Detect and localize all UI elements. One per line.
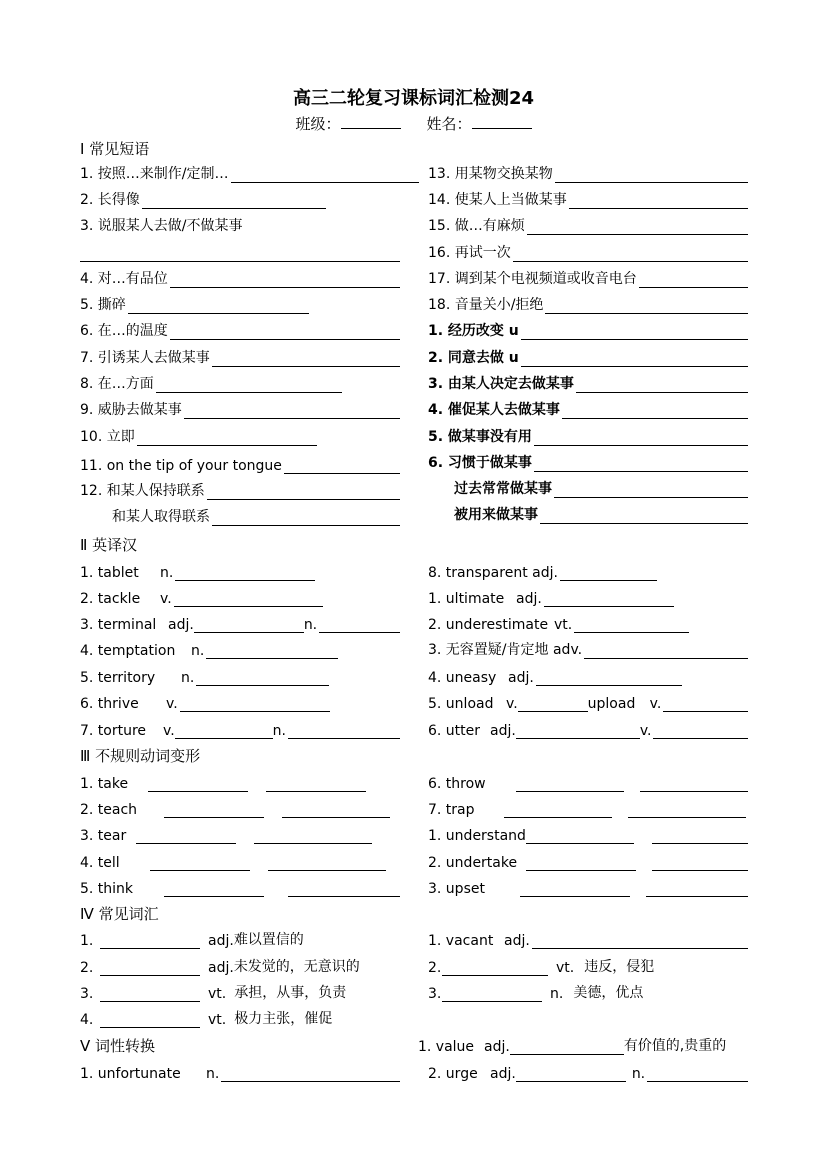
- vocab-item: 3. terminal adj. n.: [80, 613, 400, 633]
- answer-blank[interactable]: [170, 271, 400, 288]
- answer-blank[interactable]: [516, 775, 624, 792]
- answer-blank[interactable]: [268, 854, 386, 871]
- answer-blank[interactable]: [164, 801, 264, 818]
- word-item: 3. vt. 承担，从事，负责: [80, 985, 347, 1002]
- phrase-item: 1. 经历改变 u: [428, 320, 748, 340]
- answer-blank[interactable]: [221, 1065, 400, 1082]
- answer-blank[interactable]: [100, 932, 200, 949]
- answer-blank[interactable]: [206, 642, 338, 659]
- answer-blank[interactable]: [164, 880, 264, 897]
- section-title: Ⅳ 常见词汇: [80, 905, 159, 923]
- phrase-item: 12. 和某人保持联系: [80, 480, 400, 500]
- answer-blank[interactable]: [170, 323, 400, 340]
- phrase-item: 15. 做…有麻烦: [428, 215, 748, 235]
- phrase-item: 17. 调到某个电视频道或收音电台: [428, 268, 748, 288]
- word-item: 4. vt. 极力主张，催促: [80, 1011, 333, 1028]
- phrase-item: 18. 音量关小/拒绝: [428, 294, 748, 314]
- answer-blank[interactable]: [288, 722, 400, 739]
- vocab-item: 8. transparent adj.: [428, 561, 657, 581]
- section-title: Ⅱ 英译汉: [80, 536, 138, 554]
- vocab-item: 5. territory n.: [80, 666, 329, 686]
- name-field[interactable]: [472, 114, 532, 129]
- answer-blank[interactable]: [128, 297, 309, 314]
- answer-blank[interactable]: [639, 271, 748, 288]
- phrase-item: 6. 习惯于做某事: [428, 452, 748, 472]
- phrase-item: 13. 用某物交换某物: [428, 163, 748, 183]
- phrase-item: 16. 再试一次: [428, 242, 748, 262]
- answer-blank[interactable]: [574, 616, 689, 633]
- answer-blank[interactable]: [526, 827, 634, 844]
- phrase-item: 被用来做某事: [454, 504, 748, 524]
- answer-blank[interactable]: [137, 429, 317, 446]
- answer-blank[interactable]: [516, 1065, 626, 1082]
- verb-item: 2. undertake: [428, 851, 748, 871]
- class-field[interactable]: [341, 114, 401, 129]
- answer-blank[interactable]: [212, 509, 400, 526]
- word-item: 3. n. 美德，优点: [428, 985, 644, 1002]
- answer-blank[interactable]: [254, 827, 372, 844]
- answer-blank[interactable]: [442, 959, 548, 976]
- phrase-item: 7. 引诱某人去做某事: [80, 347, 400, 367]
- answer-blank[interactable]: [562, 402, 748, 419]
- answer-blank[interactable]: [180, 695, 330, 712]
- word-item: 1. adj. 难以置信的: [80, 932, 304, 949]
- answer-blank[interactable]: [560, 564, 657, 581]
- phrase-item: 2. 同意去做 u: [428, 347, 748, 367]
- answer-blank[interactable]: [555, 166, 748, 183]
- verb-item: 4. tell: [80, 851, 386, 871]
- answer-blank[interactable]: [536, 669, 682, 686]
- answer-blank[interactable]: [520, 880, 630, 897]
- answer-blank[interactable]: [510, 1038, 624, 1055]
- answer-blank[interactable]: [136, 827, 236, 844]
- vocab-item: 5. unload v. upload v.: [428, 692, 748, 712]
- answer-blank[interactable]: [231, 166, 419, 183]
- phrase-item: 10. 立即: [80, 426, 317, 446]
- vocab-item: 2. underestimate vt.: [428, 613, 689, 633]
- answer-blank[interactable]: [526, 854, 636, 871]
- phrase-item: [80, 242, 400, 262]
- answer-blank[interactable]: [156, 376, 342, 393]
- answer-blank[interactable]: [521, 350, 748, 367]
- vocab-item: 7. torture v. n.: [80, 719, 400, 739]
- answer-blank[interactable]: [516, 722, 640, 739]
- answer-blank[interactable]: [212, 350, 400, 367]
- answer-blank[interactable]: [653, 722, 748, 739]
- answer-blank[interactable]: [646, 880, 748, 897]
- phrase-item: 1. 按照…来制作/定制…: [80, 163, 419, 183]
- answer-blank[interactable]: [628, 801, 746, 818]
- phrase-item: 6. 在…的温度: [80, 320, 400, 340]
- conversion-item: 1. value adj. 有价值的,贵重的: [418, 1038, 727, 1055]
- word-item: 1. vacant adj.: [428, 929, 748, 949]
- answer-blank[interactable]: [584, 642, 748, 659]
- answer-blank[interactable]: [175, 722, 273, 739]
- phrase-item: 9. 威胁去做某事: [80, 399, 400, 419]
- phrase-item: 2. 长得像: [80, 189, 326, 209]
- phrase-item: 4. 对…有品位: [80, 268, 400, 288]
- verb-item: 1. understand: [428, 824, 748, 844]
- answer-blank[interactable]: [545, 297, 748, 314]
- answer-blank[interactable]: [196, 669, 329, 686]
- answer-blank[interactable]: [100, 1011, 200, 1028]
- word-item: 2. adj. 未发觉的，无意识的: [80, 959, 360, 976]
- vocab-item: 2. tackle v.: [80, 587, 323, 607]
- word-item: 2. vt. 违反，侵犯: [428, 959, 655, 976]
- verb-item: 3. upset: [428, 877, 748, 897]
- answer-blank[interactable]: [513, 245, 748, 262]
- verb-item: 1. take: [80, 772, 366, 792]
- class-label: 班级：: [295, 115, 341, 133]
- answer-blank[interactable]: [100, 959, 200, 976]
- answer-blank[interactable]: [504, 801, 612, 818]
- phrase-item: 14. 使某人上当做某事: [428, 189, 748, 209]
- answer-blank[interactable]: [100, 985, 200, 1002]
- phrase-item: 3. 说服某人去做/不做某事: [80, 218, 243, 234]
- verb-item: 5. think: [80, 877, 400, 897]
- answer-blank[interactable]: [266, 775, 366, 792]
- vocab-item: 4. uneasy adj.: [428, 666, 682, 686]
- phrase-item: 5. 做某事没有用: [428, 426, 748, 446]
- answer-blank[interactable]: [534, 455, 748, 472]
- phrase-item: 4. 催促某人去做某事: [428, 399, 748, 419]
- answer-blank[interactable]: [652, 854, 748, 871]
- phrase-item: 3. 由某人决定去做某事: [428, 373, 748, 393]
- answer-blank[interactable]: [663, 695, 748, 712]
- answer-blank[interactable]: [518, 695, 588, 712]
- phrase-item: 8. 在…方面: [80, 373, 342, 393]
- answer-blank[interactable]: [148, 775, 248, 792]
- vocab-item: 6. thrive v.: [80, 692, 330, 712]
- answer-blank[interactable]: [150, 854, 250, 871]
- student-info: [0, 113, 827, 134]
- answer-blank[interactable]: [282, 801, 390, 818]
- answer-blank[interactable]: [544, 590, 674, 607]
- vocab-item: 3. 无容置疑/肯定地 adv.: [428, 639, 748, 659]
- answer-blank[interactable]: [80, 245, 400, 262]
- conversion-item: 1. unfortunate n.: [80, 1062, 400, 1082]
- answer-blank[interactable]: [207, 483, 400, 500]
- verb-item: 6. throw: [428, 772, 748, 792]
- page-title: 高三二轮复习课标词汇检测24: [292, 88, 535, 109]
- verb-item: 2. teach: [80, 798, 390, 818]
- answer-blank[interactable]: [442, 985, 542, 1002]
- answer-blank[interactable]: [284, 457, 400, 474]
- answer-blank[interactable]: [640, 775, 748, 792]
- answer-blank[interactable]: [142, 192, 326, 209]
- verb-item: 7. trap: [428, 798, 746, 818]
- answer-blank[interactable]: [647, 1065, 748, 1082]
- answer-blank[interactable]: [527, 218, 748, 235]
- verb-item: 3. tear: [80, 824, 372, 844]
- answer-blank[interactable]: [576, 376, 748, 393]
- phrase-item: 过去常常做某事: [454, 478, 748, 498]
- answer-blank[interactable]: [194, 616, 304, 633]
- vocab-item: 6. utter adj. v.: [428, 719, 748, 739]
- answer-blank[interactable]: [540, 507, 748, 524]
- answer-blank[interactable]: [534, 429, 748, 446]
- answer-blank[interactable]: [521, 323, 748, 340]
- answer-blank[interactable]: [569, 192, 748, 209]
- phrase-item: 11. on the tip of your tongue: [80, 454, 400, 474]
- section-title: Ⅲ 不规则动词变形: [80, 747, 201, 765]
- answer-blank[interactable]: [288, 880, 400, 897]
- section-title: Ⅰ 常见短语: [80, 140, 150, 158]
- answer-blank[interactable]: [554, 481, 748, 498]
- vocab-item: 4. temptation n.: [80, 639, 338, 659]
- section-title: Ⅴ 词性转换: [80, 1037, 156, 1055]
- conversion-item: 2. urge adj. n.: [428, 1062, 748, 1082]
- phrase-item: 和某人取得联系: [112, 506, 400, 526]
- answer-blank[interactable]: [184, 402, 400, 419]
- vocab-item: 1. tablet n.: [80, 561, 315, 581]
- answer-blank[interactable]: [652, 827, 748, 844]
- phrase-item: 5. 撕碎: [80, 294, 309, 314]
- answer-blank[interactable]: [174, 590, 323, 607]
- name-label: 姓名：: [426, 115, 472, 133]
- answer-blank[interactable]: [175, 564, 315, 581]
- answer-blank[interactable]: [532, 932, 748, 949]
- answer-blank[interactable]: [319, 616, 400, 633]
- vocab-item: 1. ultimate adj.: [428, 587, 674, 607]
